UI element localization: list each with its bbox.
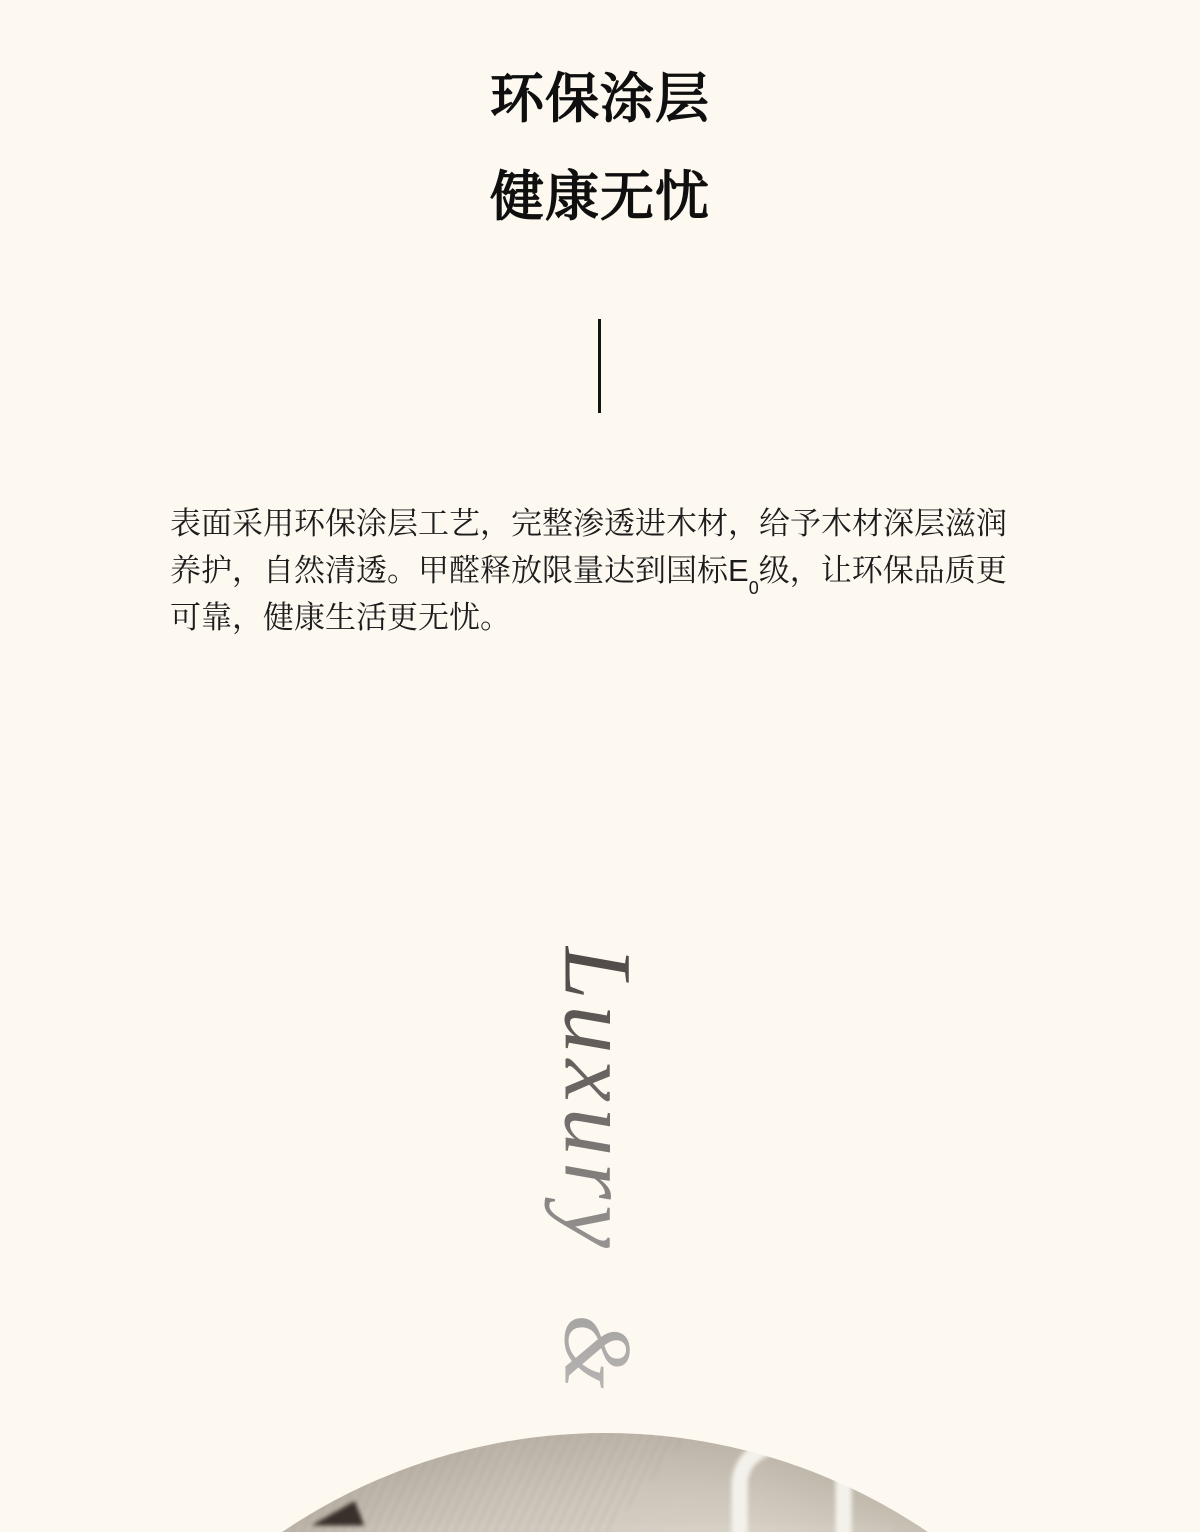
formaldehyde-grade-subscript: 0 <box>748 578 759 599</box>
product-photo <box>29 1433 1181 1532</box>
photo-white-furniture-silhouette <box>731 1438 851 1532</box>
section-title-line1: 环保涂层 <box>490 69 710 129</box>
luxury-watermark-text: Luxury & <box>544 946 652 1395</box>
description-line-3: 可靠，健康生活更无忧。 <box>170 600 511 635</box>
section-title-line2: 健康无忧 <box>490 167 710 227</box>
description-text-post: 级，让环保品质更 <box>758 553 1007 588</box>
description-paragraph <box>170 500 1090 641</box>
section-header <box>0 69 1200 227</box>
description-line-2 <box>170 547 1090 599</box>
description-line-1: 表面采用环保涂层工艺，完整渗透进木材，给予木材深层滋润 <box>170 506 1007 541</box>
description-text-pre: 养护，自然清透。甲醛释放限量达到国标E <box>170 553 749 588</box>
vertical-divider <box>598 319 601 413</box>
product-photo-circle <box>29 1433 1181 1532</box>
